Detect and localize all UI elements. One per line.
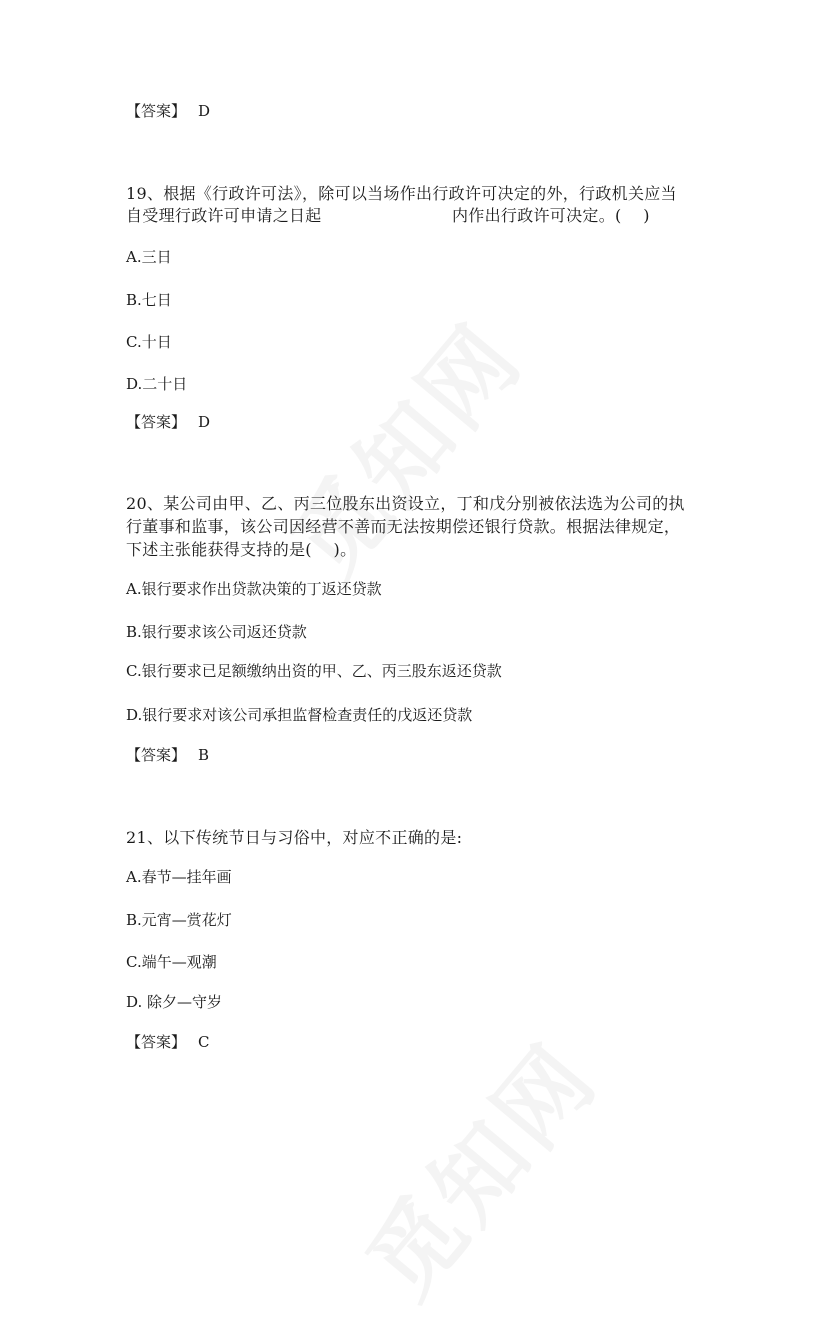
watermark xyxy=(332,1011,622,1321)
question-21-stem-line-1: 21、以下传统节日与习俗中，对应不正确的是: xyxy=(126,828,463,847)
answer-row xyxy=(126,101,210,121)
question-20-option-b: B.银行要求该公司返还贷款 xyxy=(126,623,307,641)
answer-row xyxy=(126,745,209,765)
question-21-option-d: D. 除夕—守岁 xyxy=(126,993,223,1011)
question-20-option-a: A.银行要求作出贷款决策的丁返还贷款 xyxy=(126,580,382,598)
answer-value: B xyxy=(198,746,210,764)
answer-label: 【答案】 xyxy=(126,746,187,764)
question-19-option-b: B.七日 xyxy=(126,291,172,309)
question-19-option-c: C.十日 xyxy=(126,333,172,351)
question-19-stem-line-2: 自受理行政许可申请之日起 内作出行政许可决定。( ) xyxy=(126,206,650,225)
answer-label: 【答案】 xyxy=(126,102,187,120)
answer-label: 【答案】 xyxy=(126,413,187,431)
question-20-option-c: C.银行要求已足额缴纳出资的甲、乙、丙三股东返还贷款 xyxy=(126,662,502,680)
question-21-option-a: A.春节—挂年画 xyxy=(126,868,232,886)
answer-value: D xyxy=(198,102,211,120)
question-21-option-b: B.元宵—赏花灯 xyxy=(126,911,232,929)
question-19-option-d: D.二十日 xyxy=(126,375,188,393)
question-19-option-a: A.三日 xyxy=(126,248,172,266)
answer-row xyxy=(126,412,210,432)
question-20-stem-line-2: 行董事和监事，该公司因经营不善而无法按期偿还银行贷款。根据法律规定， xyxy=(126,517,681,536)
question-20-stem-line-3: 下述主张能获得支持的是( )。 xyxy=(126,540,357,559)
answer-row xyxy=(126,1032,210,1052)
question-20-stem-line-1: 20、某公司由甲、乙、丙三位股东出资设立，丁和戊分别被依法选为公司的执 xyxy=(126,494,685,513)
question-20-option-d: D.银行要求对该公司承担监督检查责任的戊返还贷款 xyxy=(126,706,473,724)
question-21-option-c: C.端午—观潮 xyxy=(126,953,217,971)
question-19-stem-line-1: 19、根据《行政许可法》，除可以当场作出行政许可决定的外，行政机关应当 xyxy=(126,184,677,203)
answer-value: D xyxy=(198,413,211,431)
answer-label: 【答案】 xyxy=(126,1033,187,1051)
answer-value: C xyxy=(198,1033,210,1051)
